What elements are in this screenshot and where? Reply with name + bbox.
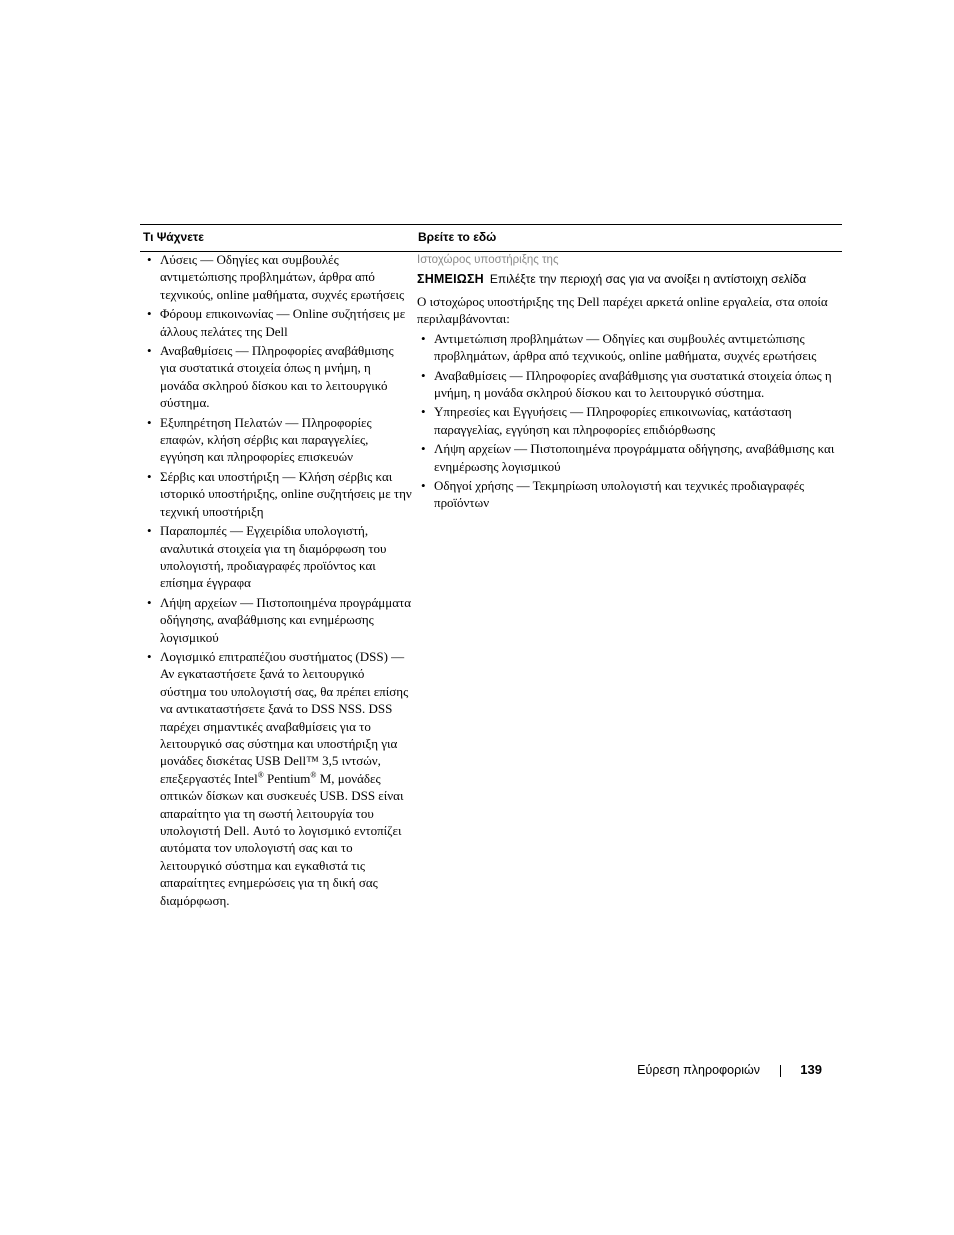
header-what-looking-for: Τι Ψάχνετε [143,230,204,244]
dss-text-3: M, μονάδες οπτικών δίσκων και συσκευές USB. DSS είναι απαραίτητο για τη σωστή λειτουργία του υπολογιστή Dell. Αυτό το λογισμικό εντοπίζει αυτόματα τον υπολογιστή σας και το λειτουργικό σύστημα και εγκαθιστά τις απαραίτητες ενημερώσεις για τη δική σας διαμόρφωση. [160,770,404,908]
table-header-row [140,224,842,252]
list-item: • Αναβαθμίσεις — Πληροφορίες αναβάθμισης για συστατικά στοιχεία όπως η μνήμη, η μονάδα σκληρού δίσκου και το λειτουργικό σύστημα. [417,367,837,402]
note-label: ΣΗΜΕΙΩΣΗ [417,272,484,286]
note-block [417,271,837,287]
list-item: • Σέρβις και υποστήριξη — Κλήση σέρβις και ιστορικό υποστήριξης, online συζητήσεις με την τεχνική υποστήριξη [140,468,412,520]
list-item: • Αναβαθμίσεις — Πληροφορίες αναβάθμισης για συστατικά στοιχεία όπως η μνήμη, η μονάδα σκληρού δίσκου και το λειτουργικό σύστημα. [140,342,412,412]
list-item: • Λήψη αρχείων — Πιστοποιημένα προγράμματα οδήγησης, αναβάθμισης και ενημέρωσης λογισμικού [140,594,412,646]
registered-mark: ® [310,770,317,780]
page-footer [600,1062,822,1080]
page-number: 139 [800,1062,822,1077]
right-bullet-list [417,330,837,512]
dss-text-1: Λογισμικό επιτραπέζιου συστήματος (DSS) — Αν εγκαταστήσετε ξανά το λειτουργικό σύστημα του υπολογιστή σας, θα πρέπει επίσης να αντικαταστήσετε ξανά το DSS NSS. DSS παρέχει σημαντικές αναβαθμίσεις για το λειτουργικό σας σύστημα και υποστήριξη για μονάδες δισκέτας USB Dell™ 3,5 ιντσών, επεξεργαστές Intel [160,648,409,786]
list-item: • Λήψη αρχείων — Πιστοποιημένα προγράμματα οδήγησης, αναβάθμισης και ενημέρωσης λογισμικού [417,440,837,475]
list-item: • Λύσεις — Οδηγίες και συμβουλές αντιμετώπισης προβλημάτων, άρθρα από τεχνικούς, online μαθήματα, συχνές ερωτήσεις [140,251,412,303]
footer-divider [780,1065,781,1077]
list-item-dss [140,648,412,909]
header-find-it-here: Βρείτε το εδώ [418,230,497,244]
note-text: Επιλέξτε την περιοχή σας για να ανοίξει η αντίστοιχη σελίδα [489,272,807,286]
support-site-intro: Ο ιστοχώρος υποστήριξης της Dell παρέχει αρκετά online εργαλεία, στα οποία περιλαμβάνονται: [417,294,828,327]
left-column [140,251,412,911]
list-item: • Φόρουμ επικοινωνίας — Online συζητήσεις με άλλους πελάτες της Dell [140,305,412,340]
list-item: • Οδηγοί χρήσης — Τεκμηρίωση υπολογιστή και τεχνικές προδιαγραφές προϊόντων [417,477,837,512]
registered-mark: ® [257,770,264,780]
list-item: • Αντιμετώπιση προβλημάτων — Οδηγίες και συμβουλές αντιμετώπισης προβλημάτων, άρθρα από τεχνικούς, online μαθήματα, συχνές ερωτήσεις [417,330,837,365]
list-item: • Εξυπηρέτηση Πελατών — Πληροφορίες επαφών, κλήση σέρβις και παραγγελίες, εγγύηση και πληροφορίες επισκευών [140,414,412,466]
dss-text-2: Pentium [263,770,311,786]
left-bullet-list [140,251,412,909]
info-table [140,224,842,908]
list-item: • Παραπομπές — Εγχειρίδια υπολογιστή, αναλυτικά στοιχεία για τη διαμόρφωση του υπολογιστή, προδιαγραφές προϊόντος και επίσημα έγγραφα [140,522,412,592]
support-site-label: Ιστοχώρος υποστήριξης της [417,254,559,266]
list-item: • Υπηρεσίες και Εγγυήσεις — Πληροφορίες επικοινωνίας, κατάσταση παραγγελίας, εγγύηση και πληροφορίες επιδιόρθωσης [417,403,837,438]
footer-section-title: Εύρεση πληροφοριών [637,1063,760,1077]
right-column [417,251,837,514]
